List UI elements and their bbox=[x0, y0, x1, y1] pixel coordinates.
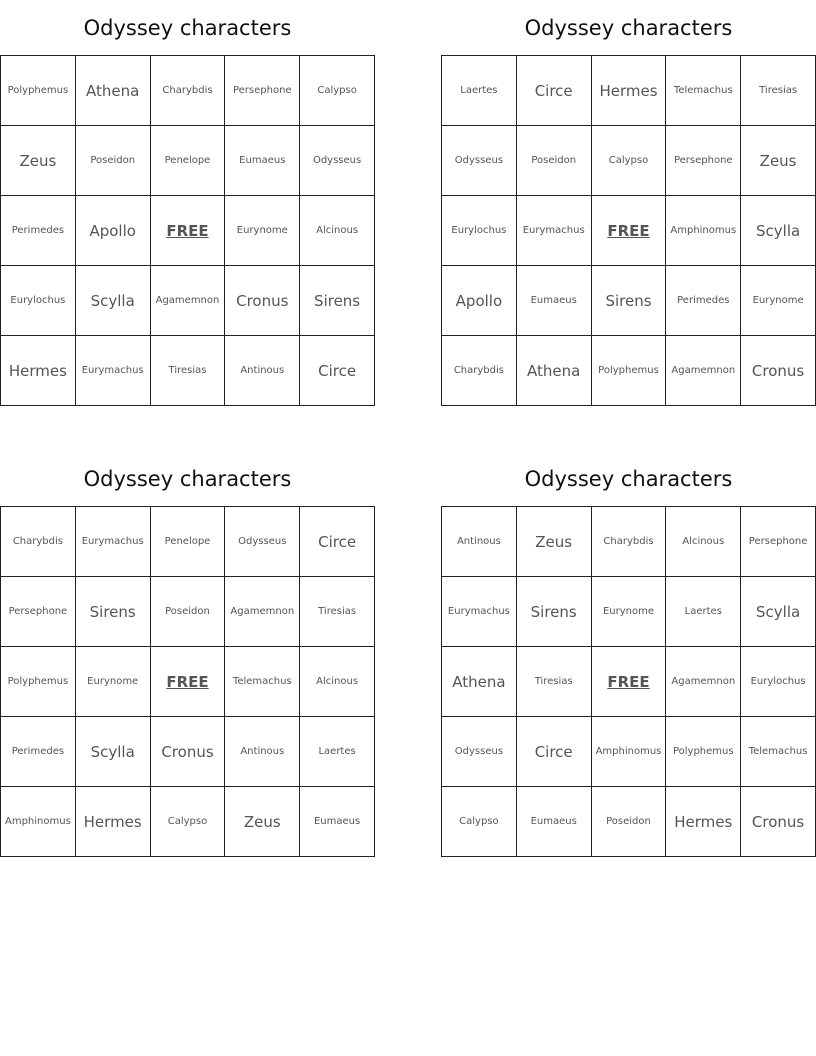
bingo-cell: Agamemnon bbox=[150, 266, 225, 336]
bingo-cell: Calypso bbox=[150, 787, 225, 857]
bingo-cell: Calypso bbox=[442, 787, 517, 857]
grid-row bbox=[1, 717, 375, 787]
bingo-cell: Zeus bbox=[741, 126, 816, 196]
bingo-cell: Eurylochus bbox=[741, 647, 816, 717]
bingo-cell: Alcinous bbox=[300, 196, 375, 266]
bingo-cell: Amphinomus bbox=[666, 196, 741, 266]
bingo-cell: Scylla bbox=[75, 717, 150, 787]
grid-row bbox=[1, 647, 375, 717]
grid-row bbox=[1, 126, 375, 196]
bingo-cell: Hermes bbox=[666, 787, 741, 857]
bingo-cell: Agamemnon bbox=[666, 336, 741, 406]
bingo-cell: Eurynome bbox=[591, 577, 666, 647]
bingo-cell: Cronus bbox=[150, 717, 225, 787]
bingo-cell: Cronus bbox=[741, 336, 816, 406]
bingo-grid bbox=[0, 55, 375, 406]
bingo-cell: Apollo bbox=[75, 196, 150, 266]
grid-row bbox=[442, 126, 816, 196]
bingo-cell: Eurymachus bbox=[75, 336, 150, 406]
bingo-cell: Odysseus bbox=[225, 507, 300, 577]
bingo-cell: Eurynome bbox=[225, 196, 300, 266]
bingo-cell: Alcinous bbox=[300, 647, 375, 717]
bingo-cell: Scylla bbox=[75, 266, 150, 336]
bingo-cell: Persephone bbox=[1, 577, 76, 647]
bingo-cell: Charybdis bbox=[442, 336, 517, 406]
bingo-cell: Laertes bbox=[666, 577, 741, 647]
grid-row bbox=[442, 647, 816, 717]
bingo-cell: Laertes bbox=[442, 56, 517, 126]
bingo-cell: Eurylochus bbox=[1, 266, 76, 336]
bingo-grid bbox=[441, 55, 816, 406]
bingo-cell: Telemachus bbox=[666, 56, 741, 126]
bingo-cell: Tiresias bbox=[516, 647, 591, 717]
bingo-cell: Calypso bbox=[300, 56, 375, 126]
card-title: Odyssey characters bbox=[83, 467, 292, 491]
bingo-cell: Sirens bbox=[300, 266, 375, 336]
bingo-cell: Amphinomus bbox=[1, 787, 76, 857]
grid-row bbox=[442, 787, 816, 857]
bingo-cell: Perimedes bbox=[1, 717, 76, 787]
bingo-cell: Tiresias bbox=[741, 56, 816, 126]
bingo-cell: Charybdis bbox=[591, 507, 666, 577]
bingo-cell: Hermes bbox=[75, 787, 150, 857]
bingo-cell: Zeus bbox=[516, 507, 591, 577]
bingo-cell: Athena bbox=[516, 336, 591, 406]
bingo-cell: Tiresias bbox=[300, 577, 375, 647]
grid-row bbox=[1, 507, 375, 577]
bingo-cell: Charybdis bbox=[1, 507, 76, 577]
grid-row bbox=[442, 56, 816, 126]
bingo-cell: Perimedes bbox=[666, 266, 741, 336]
free-space-cell: FREE bbox=[591, 647, 666, 717]
grid-row bbox=[442, 577, 816, 647]
bingo-card-4 bbox=[441, 451, 816, 831]
grid-row bbox=[1, 56, 375, 126]
bingo-cell: Cronus bbox=[225, 266, 300, 336]
bingo-cell: Circe bbox=[300, 336, 375, 406]
bingo-cell: Apollo bbox=[442, 266, 517, 336]
bingo-grid bbox=[441, 506, 816, 857]
bingo-cell: Circe bbox=[516, 717, 591, 787]
bingo-cell: Cronus bbox=[741, 787, 816, 857]
bingo-cell: Poseidon bbox=[150, 577, 225, 647]
bingo-cell: Polyphemus bbox=[1, 56, 76, 126]
bingo-cell: Athena bbox=[442, 647, 517, 717]
card-title: Odyssey characters bbox=[83, 16, 292, 40]
free-space-cell: FREE bbox=[150, 647, 225, 717]
bingo-card-3 bbox=[0, 451, 375, 831]
bingo-cell: Odysseus bbox=[442, 717, 517, 787]
bingo-cell: Alcinous bbox=[666, 507, 741, 577]
card-title: Odyssey characters bbox=[524, 467, 733, 491]
bingo-cell: Polyphemus bbox=[1, 647, 76, 717]
bingo-cell: Sirens bbox=[591, 266, 666, 336]
bingo-cell: Calypso bbox=[591, 126, 666, 196]
bingo-cell: Hermes bbox=[1, 336, 76, 406]
bingo-cell: Hermes bbox=[591, 56, 666, 126]
bingo-cell: Agamemnon bbox=[225, 577, 300, 647]
bingo-cell: Eurymachus bbox=[442, 577, 517, 647]
grid-row bbox=[442, 507, 816, 577]
bingo-cell: Eumaeus bbox=[516, 266, 591, 336]
bingo-cell: Antinous bbox=[225, 717, 300, 787]
bingo-cell: Poseidon bbox=[591, 787, 666, 857]
bingo-cell: Antinous bbox=[225, 336, 300, 406]
bingo-cell: Laertes bbox=[300, 717, 375, 787]
grid-row bbox=[1, 787, 375, 857]
bingo-cell: Amphinomus bbox=[591, 717, 666, 787]
bingo-cell: Polyphemus bbox=[591, 336, 666, 406]
grid-row bbox=[442, 717, 816, 787]
bingo-cell: Odysseus bbox=[442, 126, 517, 196]
bingo-cell: Telemachus bbox=[741, 717, 816, 787]
bingo-cell: Athena bbox=[75, 56, 150, 126]
bingo-cell: Eurynome bbox=[75, 647, 150, 717]
bingo-cell: Sirens bbox=[516, 577, 591, 647]
bingo-cell: Poseidon bbox=[516, 126, 591, 196]
bingo-cell: Eurymachus bbox=[75, 507, 150, 577]
bingo-cell: Perimedes bbox=[1, 196, 76, 266]
free-space-cell: FREE bbox=[591, 196, 666, 266]
bingo-cell: Eumaeus bbox=[516, 787, 591, 857]
bingo-card-1 bbox=[0, 0, 375, 380]
grid-row bbox=[442, 196, 816, 266]
bingo-cell: Eurymachus bbox=[516, 196, 591, 266]
free-space-cell: FREE bbox=[150, 196, 225, 266]
bingo-cell: Persephone bbox=[741, 507, 816, 577]
bingo-cell: Penelope bbox=[150, 126, 225, 196]
bingo-cell: Eurylochus bbox=[442, 196, 517, 266]
bingo-cell: Antinous bbox=[442, 507, 517, 577]
bingo-cell: Scylla bbox=[741, 196, 816, 266]
grid-row bbox=[1, 336, 375, 406]
bingo-cell: Charybdis bbox=[150, 56, 225, 126]
bingo-cell: Scylla bbox=[741, 577, 816, 647]
grid-row bbox=[442, 266, 816, 336]
bingo-cell: Eumaeus bbox=[225, 126, 300, 196]
bingo-cell: Odysseus bbox=[300, 126, 375, 196]
bingo-cell: Persephone bbox=[225, 56, 300, 126]
bingo-cell: Circe bbox=[300, 507, 375, 577]
bingo-cell: Eurynome bbox=[741, 266, 816, 336]
bingo-cell: Persephone bbox=[666, 126, 741, 196]
bingo-cell: Zeus bbox=[1, 126, 76, 196]
bingo-cell: Telemachus bbox=[225, 647, 300, 717]
bingo-grid bbox=[0, 506, 375, 857]
bingo-cell: Circe bbox=[516, 56, 591, 126]
bingo-cell: Tiresias bbox=[150, 336, 225, 406]
bingo-cell: Agamemnon bbox=[666, 647, 741, 717]
grid-row bbox=[1, 266, 375, 336]
grid-row bbox=[1, 577, 375, 647]
bingo-cell: Zeus bbox=[225, 787, 300, 857]
grid-row bbox=[442, 336, 816, 406]
grid-row bbox=[1, 196, 375, 266]
bingo-cell: Sirens bbox=[75, 577, 150, 647]
bingo-card-2 bbox=[441, 0, 816, 380]
bingo-cell: Poseidon bbox=[75, 126, 150, 196]
bingo-cell: Polyphemus bbox=[666, 717, 741, 787]
bingo-cell: Penelope bbox=[150, 507, 225, 577]
card-title: Odyssey characters bbox=[524, 16, 733, 40]
bingo-cell: Eumaeus bbox=[300, 787, 375, 857]
